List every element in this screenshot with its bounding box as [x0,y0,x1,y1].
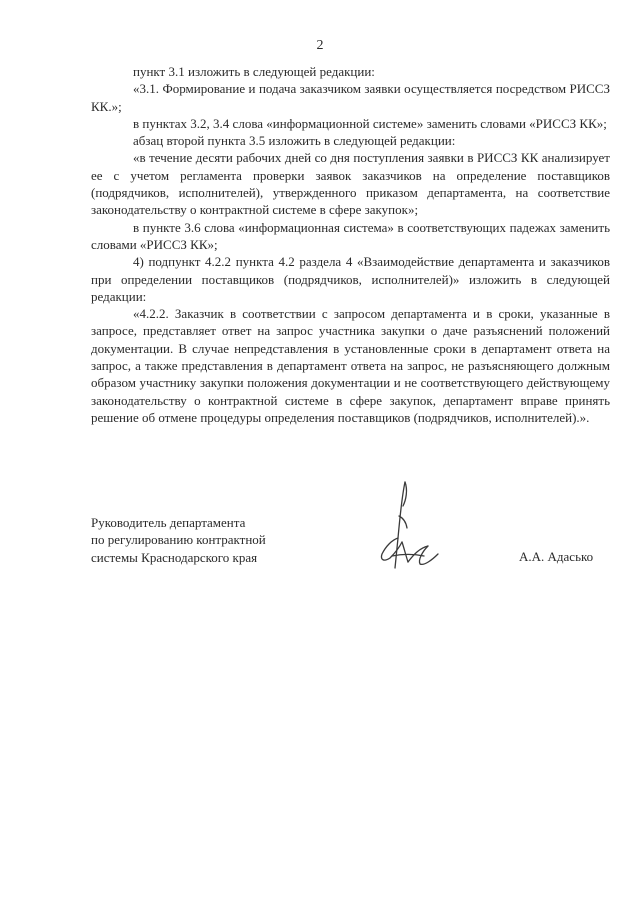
signatory-name: А.А. Адасько [519,549,594,564]
paragraph-1: пункт 3.1 изложить в следующей редакции: [133,64,375,79]
paragraph-7: 4) подпункт 4.2.2 пункта 4.2 раздела 4 «Взаимодействие департамента и заказчиков при определении поставщиков (подрядчиков, исполнителей)» изложить в следующей редакции: [91,254,610,304]
paragraph-4: абзац второй пункта 3.5 изложить в следующей редакции: [133,133,456,149]
signatory-position-line-3: системы Краснодарского края [91,549,258,565]
document-body [91,63,610,426]
paragraph-3: в пунктах 3.2, 3.4 слова «информационной системе» заменить словами «РИССЗ КК»; [133,115,607,131]
signatory-position-line-1: Руководитель департамента [91,515,246,530]
paragraph-2: «3.1. Формирование и подача заказчиком заявки осуществляется посредством РИССЗ КК.»; [91,81,610,114]
handwritten-signature-icon [362,476,452,586]
paragraph-8: «4.2.2. Заказчик в соответствии с запросом департамента и в сроки, указанные в запросе, представляет ответ на запрос участника закупки о даче разъяснений положений документации. В случае непредставления в установленные сроки в департамент ответа на запрос, а также представления в департамент ответа на запрос, не разъясняющего должным образом участнику закупки положения документации и не соответствующего действующему законодательству о контрактной системе в сфере закупок, департамент вправе принять решение об отмене процедуры определения поставщиков (подрядчиков, исполнителей).». [91,306,610,425]
paragraph-5: «в течение десяти рабочих дней со дня поступления заявки в РИССЗ КК анализирует ее с учетом регламента проверки заявок заказчиков на определение поставщиков (подрядчиков, исполнителей), утвержденного приказом департамента, на соответствие законодательству о контрактной системе в сфере закупок»; [91,150,610,218]
signatory-position-line-2: по регулированию контрактной [91,532,266,548]
page-number: 2 [316,38,324,53]
paragraph-6: в пункте 3.6 слова «информационная система» в соответствующих падежах заменить словами «РИССЗ КК»; [91,219,610,252]
signatory-position [91,514,331,566]
